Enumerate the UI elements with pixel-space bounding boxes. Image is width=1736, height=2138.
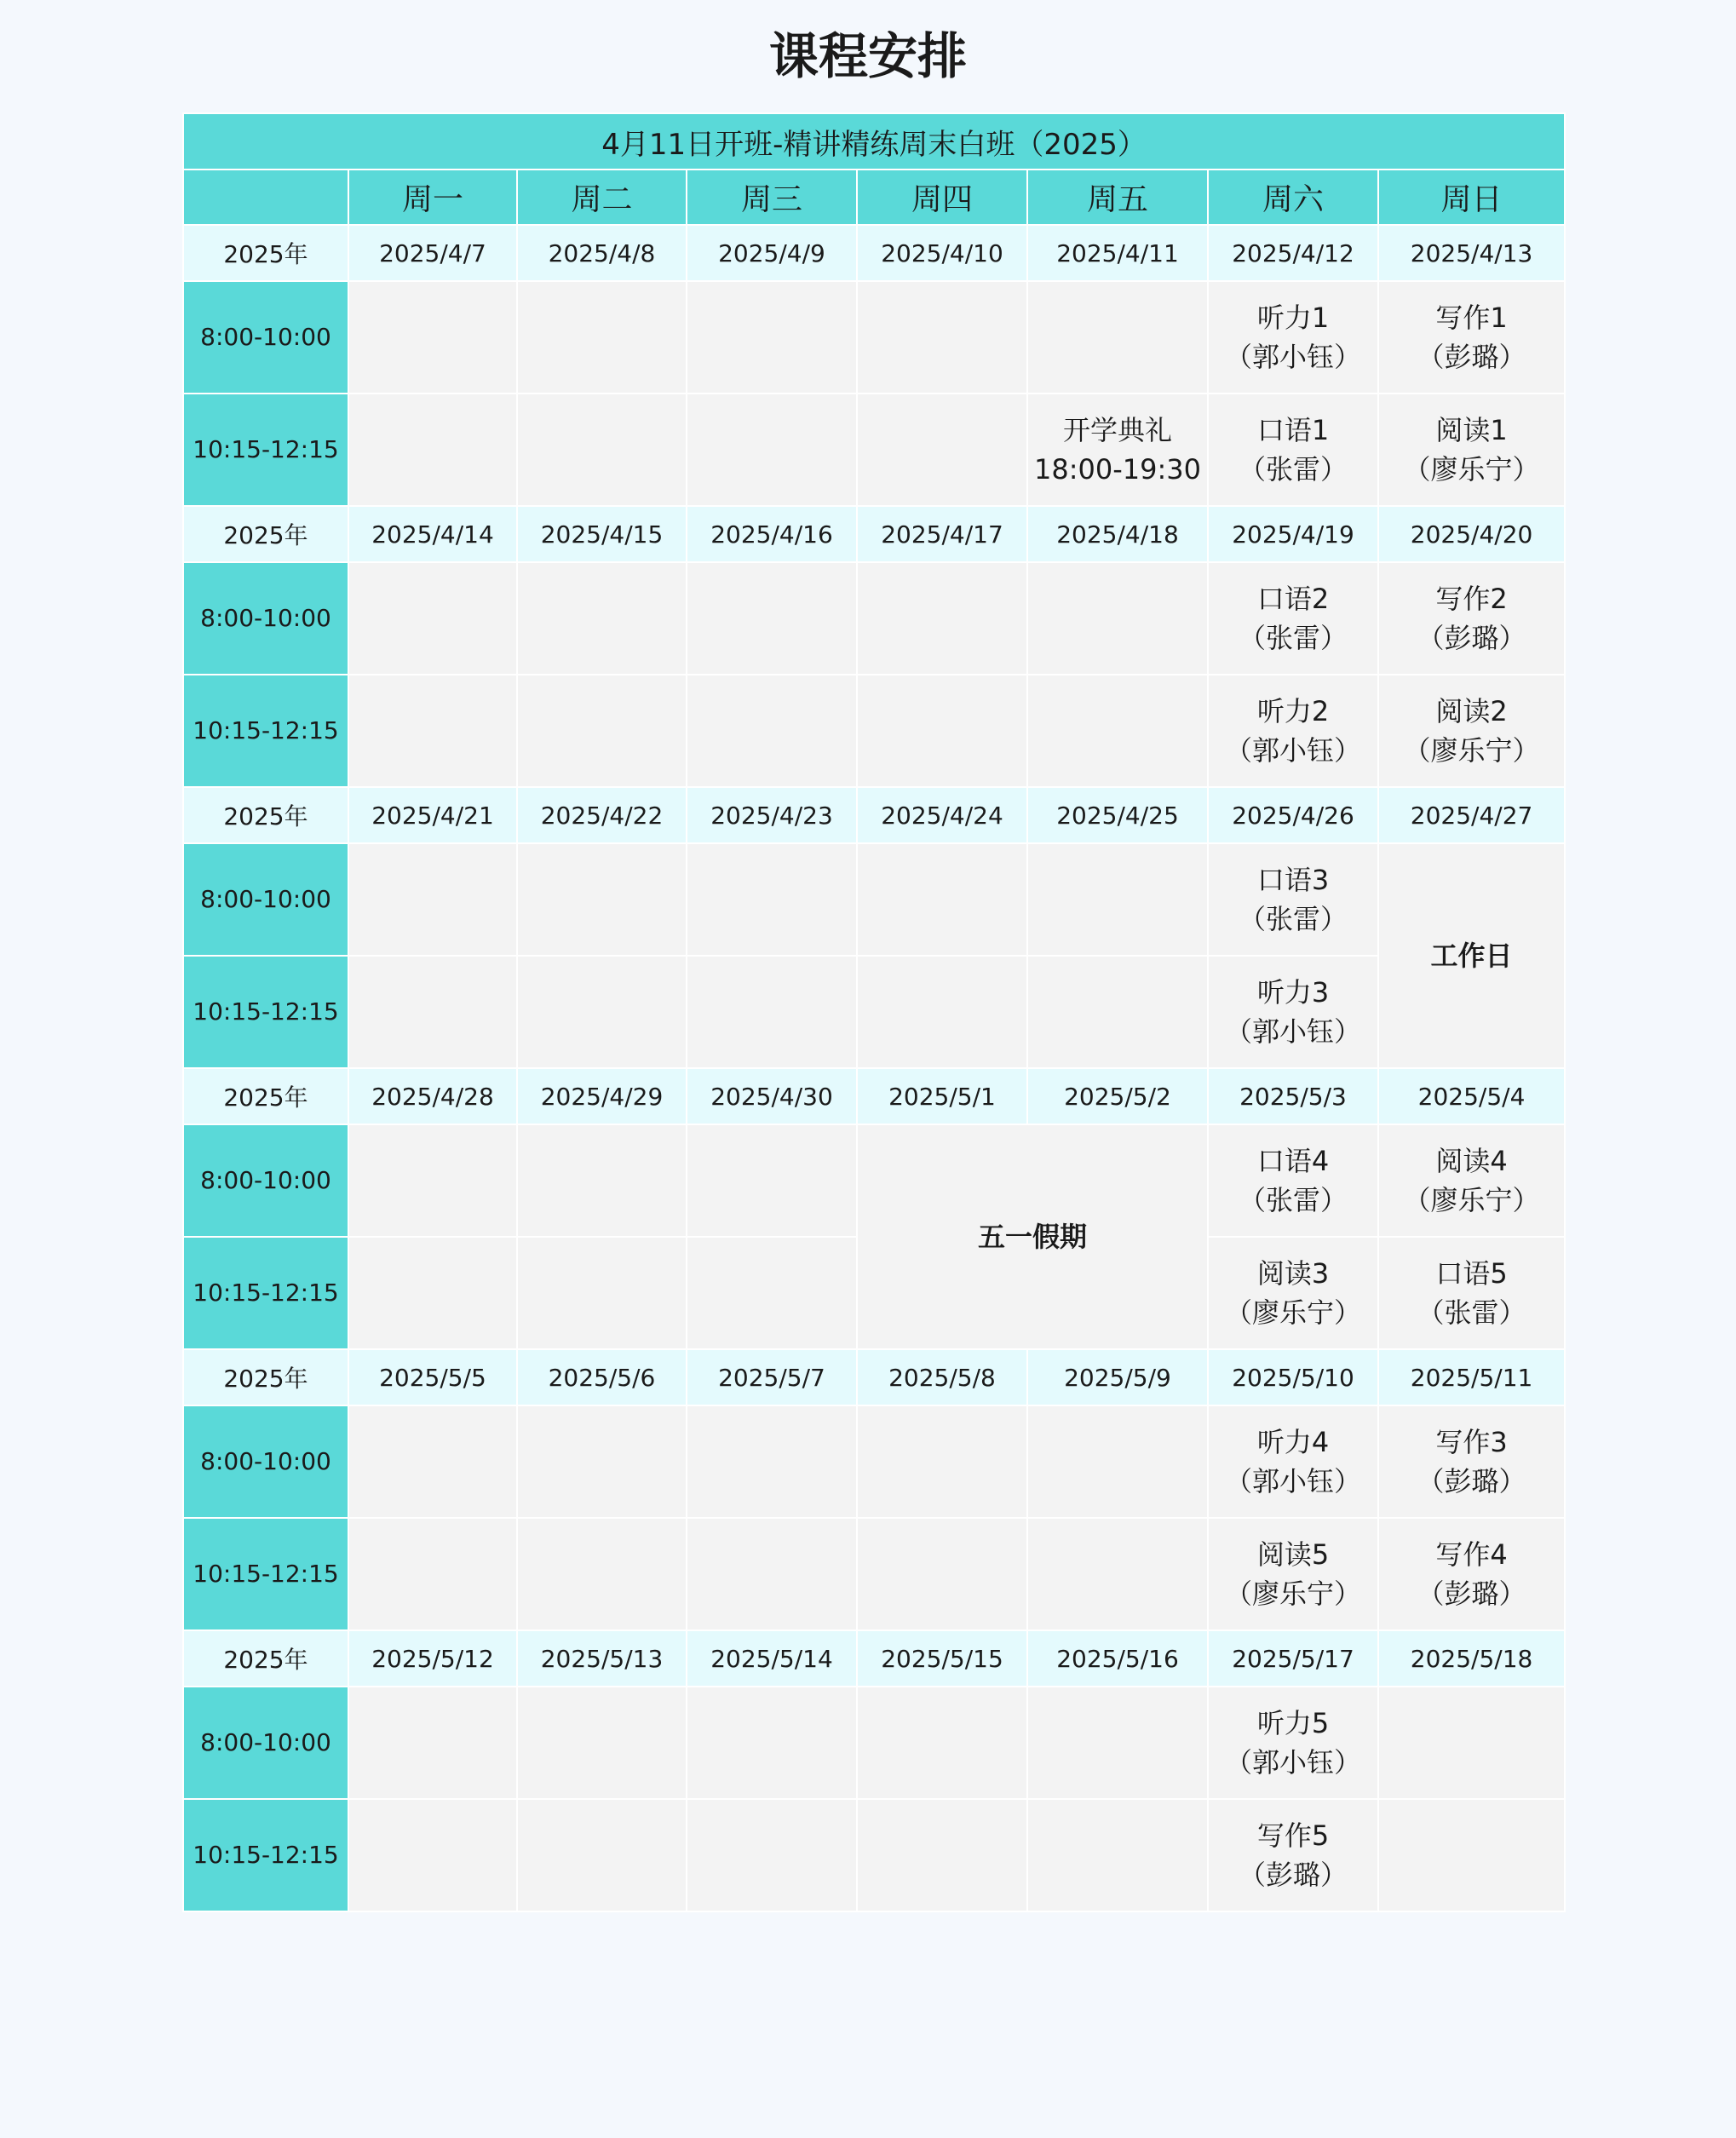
date-cell-fri: 2025/5/16 xyxy=(1027,1630,1208,1687)
date-cell-thu: 2025/4/17 xyxy=(857,506,1027,562)
date-cell-sat: 2025/5/3 xyxy=(1208,1068,1378,1124)
empty-cell xyxy=(857,843,1027,956)
course-cell-sun xyxy=(1378,1405,1565,1518)
course-name: 阅读2 xyxy=(1435,695,1508,727)
page-title: 课程安排 xyxy=(768,27,967,85)
date-cell-sun: 2025/4/27 xyxy=(1378,787,1565,843)
course-cell-sun xyxy=(1378,394,1565,506)
course-teacher: （彭璐） xyxy=(1417,1465,1526,1497)
empty-cell xyxy=(687,1799,857,1911)
date-cell-tue: 2025/5/6 xyxy=(517,1349,687,1405)
date-cell-mon: 2025/4/14 xyxy=(348,506,517,562)
empty-cell xyxy=(857,1405,1027,1518)
empty-cell xyxy=(687,956,857,1068)
course-cell-sun xyxy=(1378,1124,1565,1237)
date-cell-sun: 2025/5/18 xyxy=(1378,1630,1565,1687)
course-cell-sun xyxy=(1378,281,1565,394)
course-cell-sun xyxy=(1378,675,1565,787)
empty-cell xyxy=(857,1799,1027,1911)
course-name: 口语2 xyxy=(1256,583,1330,615)
empty-cell xyxy=(517,843,687,956)
course-name: 听力1 xyxy=(1256,302,1330,334)
empty-cell xyxy=(1027,956,1208,1068)
date-cell-tue: 2025/4/29 xyxy=(517,1068,687,1124)
course-cell-sun xyxy=(1378,1799,1565,1911)
date-cell-fri: 2025/4/18 xyxy=(1027,506,1208,562)
empty-cell xyxy=(857,675,1027,787)
course-cell-sat xyxy=(1208,1799,1378,1911)
date-cell-mon: 2025/4/7 xyxy=(348,225,517,281)
empty-cell xyxy=(857,1518,1027,1630)
date-cell-tue: 2025/4/22 xyxy=(517,787,687,843)
date-cell-mon: 2025/5/5 xyxy=(348,1349,517,1405)
date-cell-thu: 2025/4/10 xyxy=(857,225,1027,281)
empty-cell xyxy=(687,562,857,675)
date-cell-sat: 2025/5/10 xyxy=(1208,1349,1378,1405)
course-teacher: （彭璐） xyxy=(1417,1578,1526,1610)
course-teacher: （郭小钰） xyxy=(1224,734,1361,767)
course-name: 阅读3 xyxy=(1256,1257,1330,1290)
ceremony-name: 开学典礼 xyxy=(1062,414,1172,446)
year-label: 2025年 xyxy=(183,1068,348,1124)
empty-cell xyxy=(857,1687,1027,1799)
empty-cell xyxy=(517,956,687,1068)
weekday-wed: 周三 xyxy=(687,170,857,225)
empty-cell xyxy=(857,562,1027,675)
empty-cell xyxy=(857,281,1027,394)
course-name: 口语3 xyxy=(1256,864,1330,896)
year-label: 2025年 xyxy=(183,1630,348,1687)
empty-cell xyxy=(348,1687,517,1799)
course-name: 听力5 xyxy=(1256,1707,1330,1739)
course-name: 阅读1 xyxy=(1435,414,1508,446)
date-cell-mon: 2025/4/28 xyxy=(348,1068,517,1124)
course-teacher: （彭璐） xyxy=(1417,622,1526,654)
empty-cell xyxy=(517,394,687,506)
date-cell-sun: 2025/4/13 xyxy=(1378,225,1565,281)
empty-cell xyxy=(348,843,517,956)
date-row xyxy=(183,1630,1565,1687)
empty-cell xyxy=(687,843,857,956)
date-cell-thu: 2025/5/1 xyxy=(857,1068,1027,1124)
date-cell-fri: 2025/4/11 xyxy=(1027,225,1208,281)
slot-row xyxy=(183,1799,1565,1911)
slot-row xyxy=(183,675,1565,787)
empty-cell xyxy=(348,394,517,506)
empty-cell xyxy=(348,281,517,394)
course-cell-sat xyxy=(1208,1237,1378,1349)
empty-cell xyxy=(517,675,687,787)
workday-notice: 工作日 xyxy=(1378,843,1565,1068)
date-cell-sat: 2025/4/19 xyxy=(1208,506,1378,562)
empty-cell xyxy=(687,1687,857,1799)
date-cell-sat: 2025/4/26 xyxy=(1208,787,1378,843)
schedule-table xyxy=(182,112,1566,1912)
date-cell-wed: 2025/4/9 xyxy=(687,225,857,281)
date-row xyxy=(183,506,1565,562)
empty-cell xyxy=(687,1405,857,1518)
time-slot: 10:15-12:15 xyxy=(183,675,348,787)
empty-cell xyxy=(1027,1405,1208,1518)
course-teacher: （张雷） xyxy=(1417,1296,1526,1329)
empty-cell xyxy=(517,1799,687,1911)
holiday-notice: 五一假期 xyxy=(857,1124,1208,1349)
course-teacher: （廖乐宁） xyxy=(1403,734,1540,767)
course-teacher: （张雷） xyxy=(1238,1184,1348,1216)
date-cell-wed: 2025/4/23 xyxy=(687,787,857,843)
time-slot: 8:00-10:00 xyxy=(183,281,348,394)
course-cell-sat xyxy=(1208,281,1378,394)
time-slot: 10:15-12:15 xyxy=(183,956,348,1068)
course-teacher: （郭小钰） xyxy=(1224,1465,1361,1497)
slot-row xyxy=(183,956,1565,1068)
date-cell-thu: 2025/5/8 xyxy=(857,1349,1027,1405)
empty-cell xyxy=(687,281,857,394)
empty-cell xyxy=(687,675,857,787)
slot-row xyxy=(183,1124,1565,1237)
empty-cell xyxy=(857,956,1027,1068)
weekday-fri: 周五 xyxy=(1027,170,1208,225)
course-teacher: （郭小钰） xyxy=(1224,1015,1361,1048)
time-slot: 10:15-12:15 xyxy=(183,394,348,506)
course-name: 口语4 xyxy=(1256,1145,1330,1177)
course-cell-sat xyxy=(1208,1124,1378,1237)
date-cell-sat: 2025/4/12 xyxy=(1208,225,1378,281)
course-name: 听力4 xyxy=(1256,1426,1330,1458)
empty-cell xyxy=(517,1687,687,1799)
empty-cell xyxy=(517,562,687,675)
slot-row xyxy=(183,281,1565,394)
date-cell-wed: 2025/4/16 xyxy=(687,506,857,562)
course-name: 听力3 xyxy=(1256,976,1330,1009)
date-cell-sun: 2025/5/11 xyxy=(1378,1349,1565,1405)
weekday-header-row xyxy=(183,170,1565,225)
empty-cell xyxy=(1027,843,1208,956)
slot-row xyxy=(183,562,1565,675)
course-name: 写作5 xyxy=(1256,1819,1330,1852)
course-teacher: （彭璐） xyxy=(1417,341,1526,373)
date-cell-wed: 2025/5/7 xyxy=(687,1349,857,1405)
ceremony-cell xyxy=(1027,394,1208,506)
course-name: 口语1 xyxy=(1256,414,1330,446)
weekday-corner xyxy=(183,170,348,225)
course-teacher: （郭小钰） xyxy=(1224,341,1361,373)
date-cell-tue: 2025/4/8 xyxy=(517,225,687,281)
slot-row xyxy=(183,1518,1565,1630)
course-teacher: （廖乐宁） xyxy=(1224,1296,1361,1329)
empty-cell xyxy=(348,562,517,675)
course-teacher: （郭小钰） xyxy=(1224,1746,1361,1779)
date-cell-sun: 2025/5/4 xyxy=(1378,1068,1565,1124)
date-cell-thu: 2025/5/15 xyxy=(857,1630,1027,1687)
course-cell-sat xyxy=(1208,675,1378,787)
weekday-tue: 周二 xyxy=(517,170,687,225)
course-name: 阅读5 xyxy=(1256,1538,1330,1571)
date-cell-wed: 2025/5/14 xyxy=(687,1630,857,1687)
empty-cell xyxy=(517,1518,687,1630)
course-cell-sat xyxy=(1208,394,1378,506)
empty-cell xyxy=(348,1799,517,1911)
date-cell-sun: 2025/4/20 xyxy=(1378,506,1565,562)
course-name: 听力2 xyxy=(1256,695,1330,727)
time-slot: 8:00-10:00 xyxy=(183,562,348,675)
date-row xyxy=(183,787,1565,843)
year-label: 2025年 xyxy=(183,1349,348,1405)
course-cell-sat xyxy=(1208,956,1378,1068)
slot-row xyxy=(183,1687,1565,1799)
empty-cell xyxy=(687,1237,857,1349)
time-slot: 8:00-10:00 xyxy=(183,1124,348,1237)
weekday-sat: 周六 xyxy=(1208,170,1378,225)
course-name: 写作3 xyxy=(1435,1426,1508,1458)
date-cell-tue: 2025/5/13 xyxy=(517,1630,687,1687)
weekday-sun: 周日 xyxy=(1378,170,1565,225)
empty-cell xyxy=(348,1518,517,1630)
date-cell-tue: 2025/4/15 xyxy=(517,506,687,562)
empty-cell xyxy=(517,1405,687,1518)
empty-cell xyxy=(517,1237,687,1349)
weekday-thu: 周四 xyxy=(857,170,1027,225)
slot-row xyxy=(183,1405,1565,1518)
course-cell-sat xyxy=(1208,1405,1378,1518)
table-banner: 4月11日开班-精讲精练周末白班（2025） xyxy=(183,113,1565,170)
empty-cell xyxy=(1027,675,1208,787)
empty-cell xyxy=(687,1124,857,1237)
empty-cell xyxy=(687,394,857,506)
year-label: 2025年 xyxy=(183,787,348,843)
date-row xyxy=(183,1068,1565,1124)
course-cell-sun xyxy=(1378,1687,1565,1799)
date-cell-fri: 2025/4/25 xyxy=(1027,787,1208,843)
course-cell-sat xyxy=(1208,1518,1378,1630)
empty-cell xyxy=(517,281,687,394)
date-cell-fri: 2025/5/2 xyxy=(1027,1068,1208,1124)
slot-row xyxy=(183,394,1565,506)
empty-cell xyxy=(348,956,517,1068)
empty-cell xyxy=(517,1124,687,1237)
empty-cell xyxy=(857,394,1027,506)
time-slot: 8:00-10:00 xyxy=(183,843,348,956)
course-name: 写作4 xyxy=(1435,1538,1508,1571)
empty-cell xyxy=(1027,562,1208,675)
date-cell-mon: 2025/4/21 xyxy=(348,787,517,843)
weekday-mon: 周一 xyxy=(348,170,517,225)
course-name: 阅读4 xyxy=(1435,1145,1508,1177)
time-slot: 10:15-12:15 xyxy=(183,1518,348,1630)
empty-cell xyxy=(687,1518,857,1630)
time-slot: 8:00-10:00 xyxy=(183,1405,348,1518)
slot-row xyxy=(183,843,1565,956)
course-teacher: （张雷） xyxy=(1238,453,1348,486)
course-cell-sun xyxy=(1378,562,1565,675)
course-name: 写作2 xyxy=(1435,583,1508,615)
course-teacher: （张雷） xyxy=(1238,903,1348,935)
empty-cell xyxy=(348,1124,517,1237)
course-teacher: （廖乐宁） xyxy=(1403,1184,1540,1216)
date-row xyxy=(183,1349,1565,1405)
time-slot: 10:15-12:15 xyxy=(183,1799,348,1911)
course-teacher: （廖乐宁） xyxy=(1403,453,1540,486)
course-cell-sat xyxy=(1208,1687,1378,1799)
course-cell-sat xyxy=(1208,843,1378,956)
course-name: 口语5 xyxy=(1435,1257,1508,1290)
time-slot: 8:00-10:00 xyxy=(183,1687,348,1799)
empty-cell xyxy=(1027,1799,1208,1911)
course-cell-sat xyxy=(1208,562,1378,675)
date-cell-fri: 2025/5/9 xyxy=(1027,1349,1208,1405)
year-label: 2025年 xyxy=(183,225,348,281)
empty-cell xyxy=(1027,1687,1208,1799)
empty-cell xyxy=(348,675,517,787)
date-cell-wed: 2025/4/30 xyxy=(687,1068,857,1124)
date-row xyxy=(183,225,1565,281)
course-cell-sun xyxy=(1378,1237,1565,1349)
empty-cell xyxy=(348,1405,517,1518)
date-cell-sat: 2025/5/17 xyxy=(1208,1630,1378,1687)
date-cell-mon: 2025/5/12 xyxy=(348,1630,517,1687)
course-teacher: （彭璐） xyxy=(1238,1859,1348,1891)
time-slot: 10:15-12:15 xyxy=(183,1237,348,1349)
empty-cell xyxy=(1027,1518,1208,1630)
year-label: 2025年 xyxy=(183,506,348,562)
course-cell-sun xyxy=(1378,1518,1565,1630)
ceremony-time: 18:00-19:30 xyxy=(1034,453,1201,486)
empty-cell xyxy=(1027,281,1208,394)
course-teacher: （廖乐宁） xyxy=(1224,1578,1361,1610)
date-cell-thu: 2025/4/24 xyxy=(857,787,1027,843)
course-name: 写作1 xyxy=(1435,302,1508,334)
course-teacher: （张雷） xyxy=(1238,622,1348,654)
empty-cell xyxy=(348,1237,517,1349)
